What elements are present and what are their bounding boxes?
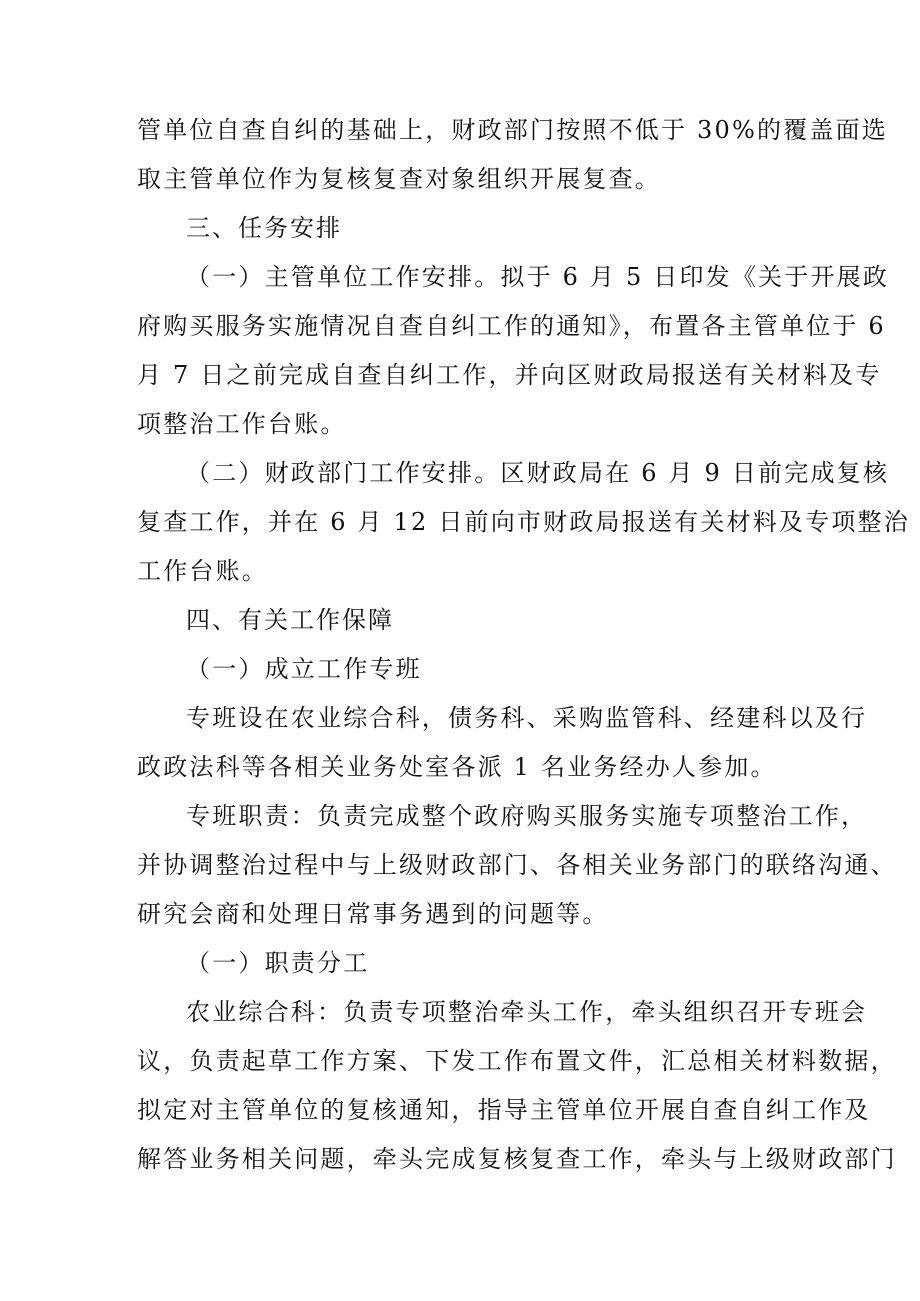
text-line: 专班职责：负责完成整个政府购买服务实施专项整治工作， <box>186 802 868 830</box>
text-line: （一）主管单位工作安排。拟于 6 月 5 日印发《关于开展政 <box>186 263 890 291</box>
text-line: （二）财政部门工作安排。区财政局在 6 月 9 日前完成复核 <box>186 459 890 487</box>
text-line: 工作台账。 <box>137 557 268 585</box>
text-line: 专班设在农业综合科，债务科、采购监管科、经建科以及行 <box>186 704 868 732</box>
text-line: 复查工作，并在 6 月 12 日前向市财政局报送有关材料及专项整治 <box>137 508 910 536</box>
text-line: 农业综合科：负责专项整治牵头工作，牵头组织召开专班会 <box>186 998 868 1026</box>
text-line: 议，负责起草工作方案、下发工作布置文件，汇总相关材料数据， <box>137 1047 897 1075</box>
section-heading: 三、任务安排 <box>186 214 342 242</box>
text-line: 项整治工作台账。 <box>137 410 347 438</box>
text-line: 解答业务相关问题，牵头完成复核复查工作，牵头与上级财政部门 <box>137 1145 897 1173</box>
text-line: 府购买服务实施情况自查自纠工作的通知》，布置各主管单位于 6 <box>137 312 886 340</box>
subsection-heading: （一）成立工作专班 <box>186 655 422 683</box>
text-line: 并协调整治过程中与上级财政部门、各相关业务部门的联络沟通、 <box>137 851 897 879</box>
section-heading: 四、有关工作保障 <box>186 606 394 634</box>
text-line: 取主管单位作为复核复查对象组织开展复查。 <box>137 165 661 193</box>
subsection-heading: （一）职责分工 <box>186 949 370 977</box>
text-line: 月 7 日之前完成自查自纠工作，并向区财政局报送有关材料及专 <box>137 361 882 389</box>
text-line: 拟定对主管单位的复核通知，指导主管单位开展自查自纠工作及 <box>137 1096 871 1124</box>
text-line: 政政法科等各相关业务处室各派 1 名业务经办人参加。 <box>137 753 777 781</box>
text-line: 管单位自查自纠的基础上，财政部门按照不低于 30%的覆盖面选 <box>137 116 888 144</box>
text-line: 研究会商和处理日常事务遇到的问题等。 <box>137 900 609 928</box>
